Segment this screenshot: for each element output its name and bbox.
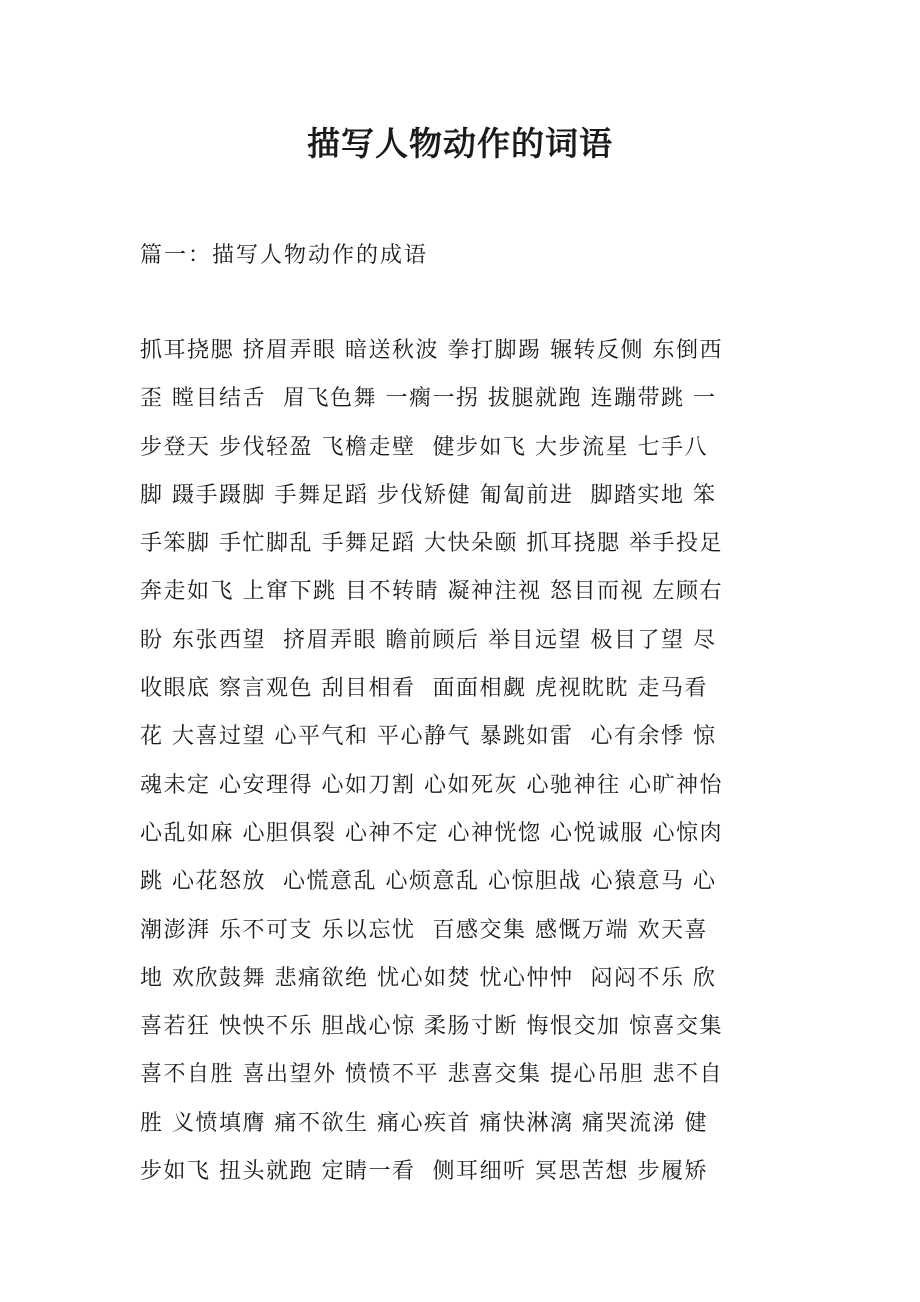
body-line: 步登天 步伐轻盈 飞檐走壁 健步如飞 大步流星 七手八 — [140, 434, 708, 460]
body-line: 地 欢欣鼓舞 悲痛欲绝 忧心如焚 忧心忡忡 闷闷不乐 欣 — [140, 965, 717, 991]
body-line: 步如飞 扭头就跑 定睛一看 侧耳细听 冥思苦想 步履矫 — [140, 1159, 708, 1185]
body-line: 心乱如麻 心胆俱裂 心神不定 心神恍惚 心悦诚服 心惊肉 — [140, 820, 723, 846]
body-line: 胜 义愤填膺 痛不欲生 痛心疾首 痛快淋漓 痛哭流涕 健 — [140, 1110, 708, 1136]
body-text — [140, 331, 800, 1200]
body-line: 跳 心花怒放 心慌意乱 心烦意乱 心惊胆战 心猿意马 心 — [140, 869, 717, 895]
body-line: 潮澎湃 乐不可支 乐以忘忧 百感交集 感慨万端 欢天喜 — [140, 917, 708, 943]
body-line: 喜若狂 怏怏不乐 胆战心惊 柔肠寸断 悔恨交加 惊喜交集 — [140, 1014, 723, 1040]
body-line: 花 大喜过望 心平气和 平心静气 暴跳如雷 心有余悸 惊 — [140, 724, 717, 750]
body-line: 喜不自胜 喜出望外 愤愤不平 悲喜交集 提心吊胆 悲不自 — [140, 1062, 723, 1088]
body-line: 魂未定 心安理得 心如刀割 心如死灰 心驰神往 心旷神怡 — [140, 772, 723, 798]
body-line: 奔走如飞 上窜下跳 目不转睛 凝神注视 怒目而视 左顾右 — [140, 579, 723, 605]
section-heading: 篇一：描写人物动作的成语 — [140, 243, 429, 268]
body-line: 收眼底 察言观色 刮目相看 面面相觑 虎视眈眈 走马看 — [140, 676, 708, 702]
body-line: 手笨脚 手忙脚乱 手舞足蹈 大快朵颐 抓耳挠腮 举手投足 — [140, 531, 723, 557]
body-line: 抓耳挠腮 挤眉弄眼 暗送秋波 拳打脚踢 辗转反侧 东倒西 — [140, 338, 723, 363]
body-line: 脚 蹑手蹑脚 手舞足蹈 步伐矫健 匍匐前进 脚踏实地 笨 — [140, 482, 717, 508]
body-line: 盼 东张西望 挤眉弄眼 瞻前顾后 举目远望 极目了望 尽 — [140, 627, 717, 653]
document-title: 描写人物动作的词语 — [307, 124, 613, 163]
body-line: 歪 瞠目结舌 眉飞色舞 一瘸一拐 拔腿就跑 连蹦带跳 一 — [140, 386, 717, 412]
